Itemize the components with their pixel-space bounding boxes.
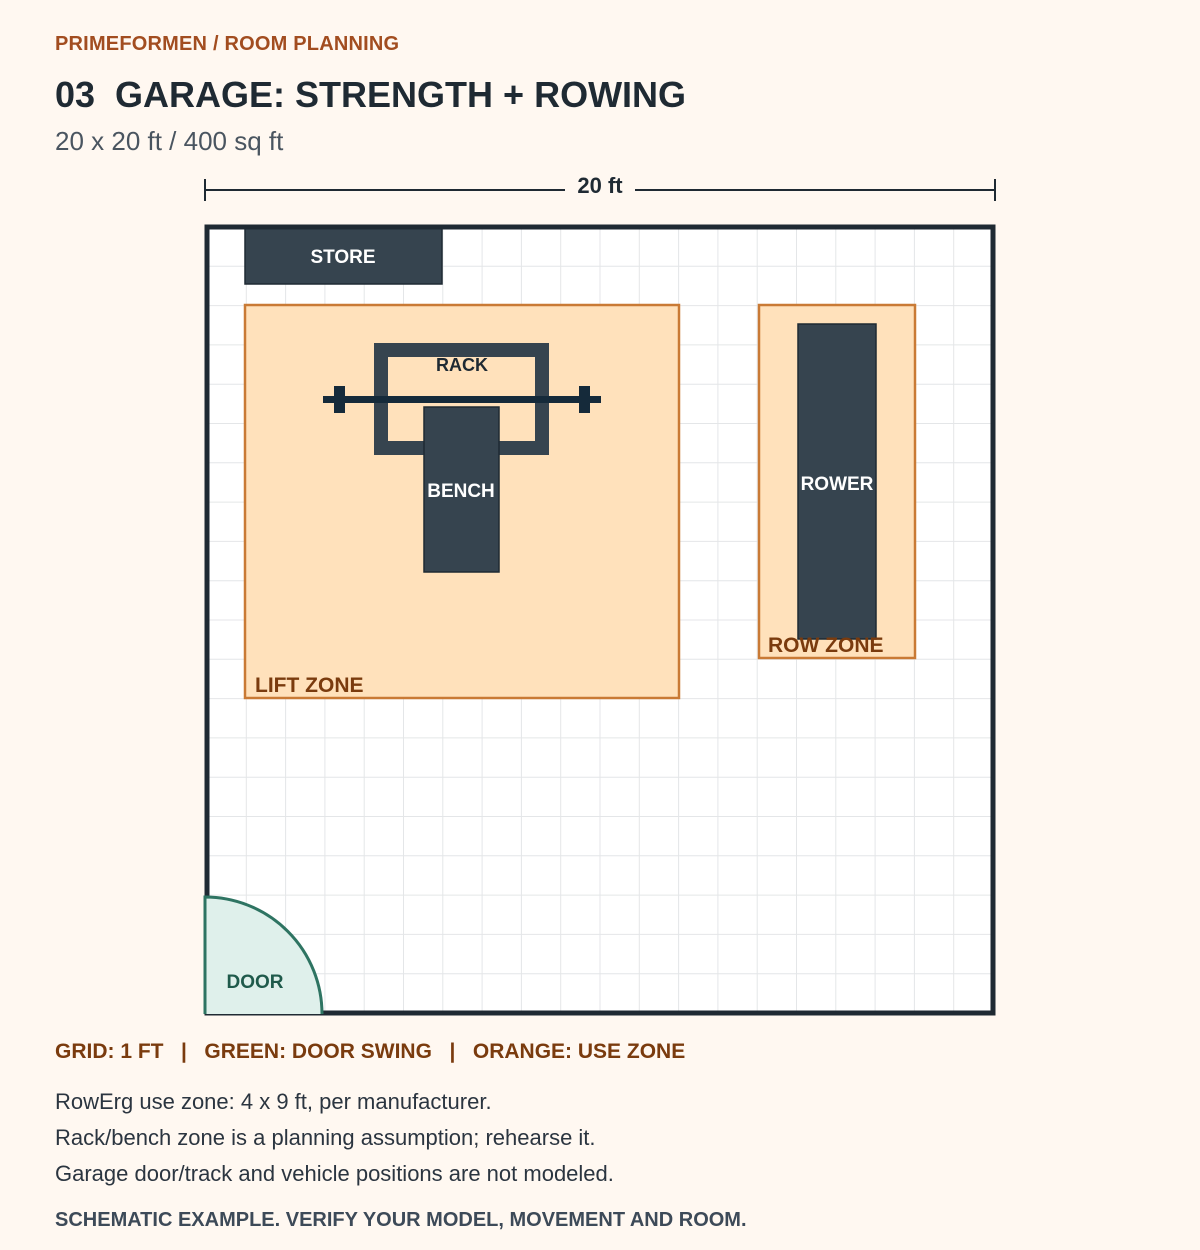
rower [798, 324, 876, 639]
legend [55, 1040, 685, 1064]
lift-zone-label: LIFT ZONE [255, 674, 364, 697]
note-item: Garage door/track and vehicle positions are not modeled. [55, 1161, 614, 1186]
legend-zone: ORANGE: USE ZONE [472, 1040, 686, 1063]
page-title-text: GARAGE: STRENGTH + ROWING [115, 74, 687, 115]
room-size: 20 x 20 ft / 400 sq ft [55, 126, 284, 156]
rower-label: ROWER [800, 474, 874, 495]
legend-door: GREEN: DOOR SWING [204, 1040, 432, 1063]
page-number: 03 [55, 74, 96, 115]
legend-separator: | [449, 1040, 456, 1063]
note-item: Rack/bench zone is a planning assumption; rehearse it. [55, 1125, 596, 1150]
legend-grid: GRID: 1 FT [55, 1040, 164, 1063]
store-label: STORE [310, 247, 376, 268]
legend-separator: | [181, 1040, 187, 1063]
row-zone-label: ROW ZONE [768, 634, 884, 657]
notes [55, 1084, 614, 1192]
store-block [245, 227, 442, 284]
disclaimer: SCHEMATIC EXAMPLE. VERIFY YOUR MODEL, MOVEMENT AND ROOM. [55, 1209, 747, 1231]
bench [424, 407, 499, 572]
dimension-label: 20 ft [577, 173, 623, 198]
note-item: RowErg use zone: 4 x 9 ft, per manufacturer. [55, 1089, 492, 1114]
breadcrumb: PRIMEFORMEN / ROOM PLANNING [55, 33, 400, 55]
rack-label: RACK [436, 355, 488, 375]
bench-label: BENCH [427, 481, 495, 502]
dimension-line [205, 173, 995, 201]
door-label: DOOR [226, 972, 284, 993]
